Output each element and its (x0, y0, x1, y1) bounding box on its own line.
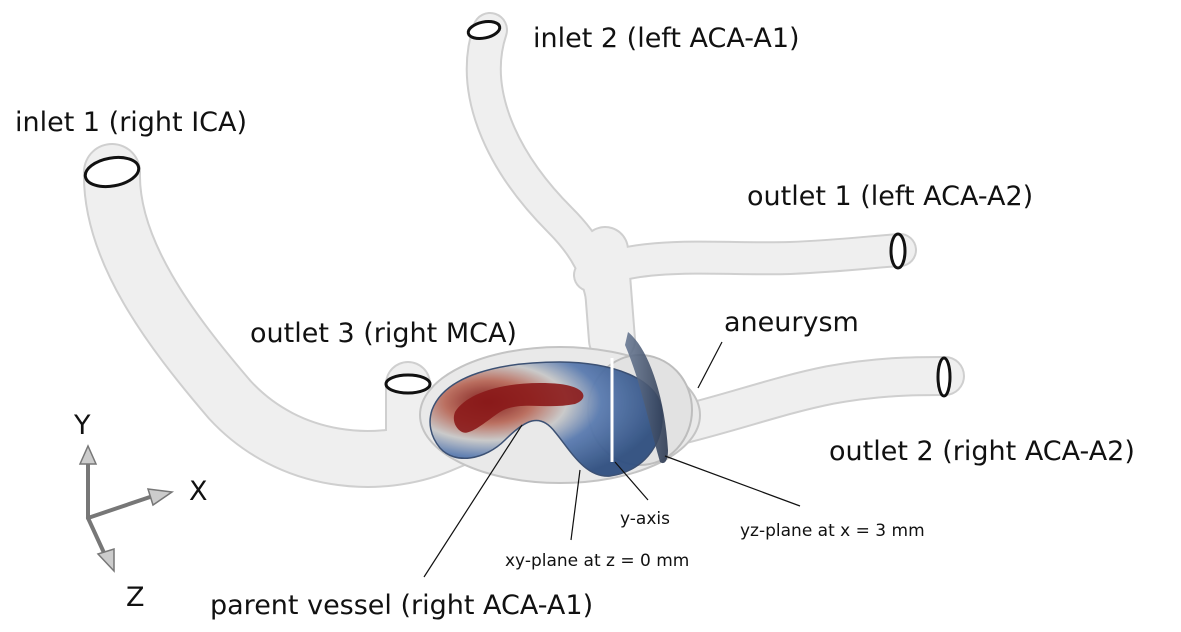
z-axis-arrow-shaft (88, 518, 105, 555)
outlet3-opening (386, 375, 430, 393)
xy-plane-label: xy-plane at z = 0 mm (505, 551, 690, 571)
z-axis-arrowhead (98, 549, 114, 571)
outlet2-vessel (680, 376, 945, 425)
outlet1-label: outlet 1 (left ACA-A2) (747, 181, 1034, 212)
coordinate-triad (80, 446, 172, 571)
outlet3-label: outlet 3 (right MCA) (250, 318, 517, 349)
outlet2-label: outlet 2 (right ACA-A2) (829, 436, 1135, 467)
inlet1-label: inlet 1 (right ICA) (15, 107, 248, 138)
y-axis-arrowhead (80, 446, 96, 464)
aneurysm-label: aneurysm (724, 307, 859, 338)
inlet2-label: inlet 2 (left ACA-A1) (533, 23, 800, 54)
axis-z-label: Z (126, 582, 145, 613)
axis-x-label: X (189, 476, 208, 507)
y-axis-line-label: y-axis (620, 509, 670, 529)
trunk-vessel (605, 250, 612, 340)
outlet2-opening (938, 358, 950, 396)
axis-y-label: Y (74, 410, 91, 441)
outlet1-opening (891, 234, 905, 268)
parent-vessel-label: parent vessel (right ACA-A1) (210, 590, 594, 621)
outlet1-vessel (590, 250, 900, 275)
aneurysm-leader (698, 342, 722, 388)
yz-plane-label: yz-plane at x = 3 mm (740, 521, 925, 541)
yz-plane-leader (665, 456, 800, 506)
x-axis-arrow-shaft (88, 497, 150, 518)
x-axis-arrowhead (148, 489, 172, 505)
